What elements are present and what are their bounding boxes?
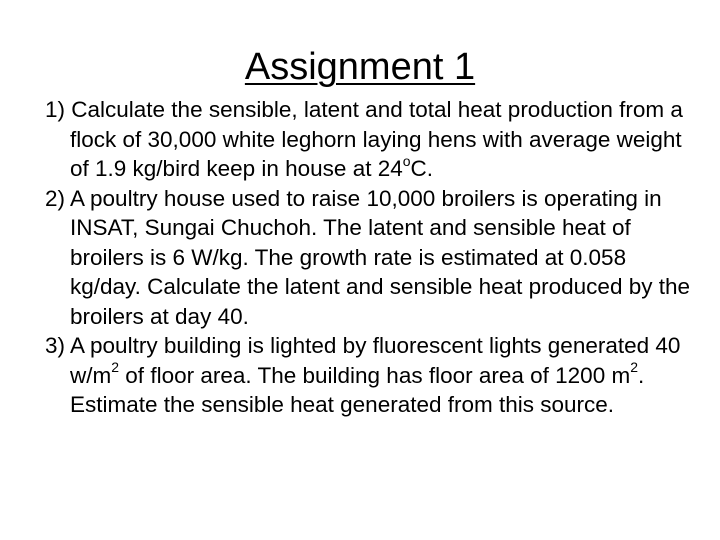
question-2: [45, 184, 695, 332]
slide-title-text: Assignment 1: [244, 46, 476, 88]
assignment-question-list: [45, 95, 695, 420]
question-1-text: 1) Calculate the sensible, latent and total heat production from a flock of 30,000 white leghorn laying hens with average weight of 1.9 kg/bird keep in house at 24: [45, 97, 683, 181]
question-2-text-a: 2) A poultry house used to raise 10,000 broilers is operating in INSAT, Sungai Chuchoh. The latent and sensible heat of broilers is 6 W/kg. The growth rate is estimated at 0.058: [45, 185, 662, 270]
question-2-text-b: kg/day. Calculate the latent and sensible heat produced by the broilers at day 40.: [70, 274, 691, 329]
question-3-superscript-b: 2: [630, 359, 638, 375]
question-3-superscript-a: 2: [111, 359, 120, 375]
question-1: [45, 95, 695, 184]
question-3-text-c: . Estimate the sensible heat generated from this source.: [70, 362, 645, 417]
question-3-text-b: of floor area. The building has floor area of 1200 m: [119, 362, 631, 388]
question-3-text-a: 3) A poultry building is lighted by fluorescent lights generated 40 w/m: [45, 333, 681, 388]
question-1-degree-mark: o: [402, 152, 411, 169]
question-1-unit: C.: [410, 156, 434, 181]
question-3: [45, 331, 695, 420]
slide-title: [0, 44, 720, 90]
